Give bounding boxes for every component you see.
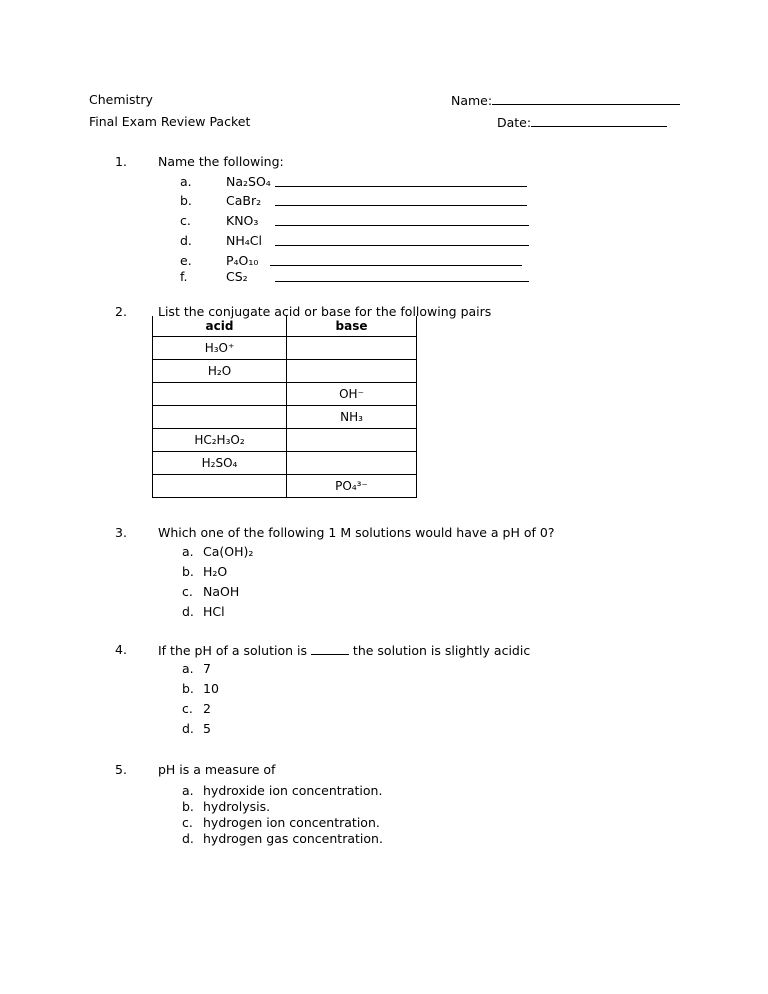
column-header-acid: acid xyxy=(153,316,287,337)
answer-blank xyxy=(275,269,529,282)
q4-prompt-start: If the pH of a solution is xyxy=(158,643,311,658)
option-letter: d. xyxy=(182,831,194,846)
q1-item-letter: d. xyxy=(180,233,192,248)
name-label: Name: xyxy=(451,93,493,108)
q1-item-letter: e. xyxy=(180,253,192,268)
q1-item-formula: CS₂ xyxy=(226,269,248,284)
q2-prompt: List the conjugate acid or base for the following pairs xyxy=(158,304,492,319)
q4-blank xyxy=(311,642,349,655)
answer-blank xyxy=(270,253,522,266)
base-cell: OH⁻ xyxy=(287,383,417,406)
q1-number: 1. xyxy=(115,154,127,169)
q5-number: 5. xyxy=(115,762,127,777)
acid-cell: HC₂H₃O₂ xyxy=(153,429,287,452)
option-letter: c. xyxy=(182,701,193,716)
option-text: hydrogen gas concentration. xyxy=(203,831,383,846)
base-cell: NH₃ xyxy=(287,406,417,429)
option-text: hydrogen ion concentration. xyxy=(203,815,380,830)
table-row xyxy=(153,360,417,383)
table-row xyxy=(153,383,417,406)
acid-cell: H₂SO₄ xyxy=(153,452,287,475)
option-letter: b. xyxy=(182,681,194,696)
q3-number: 3. xyxy=(115,525,127,540)
q4-prompt-end: the solution is slightly acidic xyxy=(348,643,531,658)
q2-number: 2. xyxy=(115,304,127,319)
option-text: 10 xyxy=(203,681,219,696)
option-text: 5 xyxy=(203,721,211,736)
option-letter: b. xyxy=(182,564,194,579)
table-row xyxy=(153,406,417,429)
name-blank xyxy=(492,92,680,105)
option-text: NaOH xyxy=(203,584,240,599)
name-field xyxy=(451,92,680,108)
date-field xyxy=(497,114,667,130)
option-letter: a. xyxy=(182,661,194,676)
option-letter: a. xyxy=(182,783,194,798)
base-cell xyxy=(287,429,417,452)
table-row xyxy=(153,429,417,452)
base-cell xyxy=(287,360,417,383)
acid-cell: H₃O⁺ xyxy=(153,337,287,360)
answer-blank xyxy=(275,174,527,187)
option-text: Ca(OH)₂ xyxy=(203,544,254,559)
option-text: hydrolysis. xyxy=(203,799,271,814)
table-header-row xyxy=(153,316,417,337)
option-text: H₂O xyxy=(203,564,228,579)
q4-prompt xyxy=(158,642,530,658)
option-text: HCl xyxy=(203,604,225,619)
option-letter: c. xyxy=(182,584,193,599)
acid-cell xyxy=(153,406,287,429)
option-text: 7 xyxy=(203,661,211,676)
option-text: hydroxide ion concentration. xyxy=(203,783,383,798)
q1-item-formula: NH₄Cl xyxy=(226,233,262,248)
q1-item-formula: CaBr₂ xyxy=(226,193,262,208)
acid-cell: H₂O xyxy=(153,360,287,383)
option-letter: d. xyxy=(182,604,194,619)
q4-number: 4. xyxy=(115,642,127,657)
option-letter: a. xyxy=(182,544,194,559)
q1-item-formula: KNO₃ xyxy=(226,213,259,228)
q1-item-letter: b. xyxy=(180,193,192,208)
table-row xyxy=(153,475,417,498)
date-blank xyxy=(531,114,667,127)
q1-item-letter: c. xyxy=(180,213,191,228)
acid-cell xyxy=(153,383,287,406)
subject-title: Chemistry xyxy=(89,92,153,107)
q3-prompt: Which one of the following 1 M solutions would have a pH of 0? xyxy=(158,525,555,540)
answer-blank xyxy=(275,233,529,246)
base-cell xyxy=(287,337,417,360)
base-cell xyxy=(287,452,417,475)
acid-cell xyxy=(153,475,287,498)
conjugate-pairs-table xyxy=(152,316,417,498)
q1-item-formula: Na₂SO₄ xyxy=(226,174,271,189)
q1-item-letter: a. xyxy=(180,174,192,189)
option-letter: d. xyxy=(182,721,194,736)
base-cell: PO₄³⁻ xyxy=(287,475,417,498)
q1-item-formula: P₄O₁₀ xyxy=(226,253,259,268)
option-letter: b. xyxy=(182,799,194,814)
date-label: Date: xyxy=(497,115,532,130)
packet-title: Final Exam Review Packet xyxy=(89,114,251,129)
table-row xyxy=(153,337,417,360)
column-header-base: base xyxy=(287,316,417,337)
option-letter: c. xyxy=(182,815,193,830)
q1-prompt: Name the following: xyxy=(158,154,284,169)
q1-item-letter: f. xyxy=(180,269,188,284)
answer-blank xyxy=(275,213,529,226)
table-row xyxy=(153,452,417,475)
option-text: 2 xyxy=(203,701,211,716)
answer-blank xyxy=(275,193,527,206)
q5-prompt: pH is a measure of xyxy=(158,762,276,777)
